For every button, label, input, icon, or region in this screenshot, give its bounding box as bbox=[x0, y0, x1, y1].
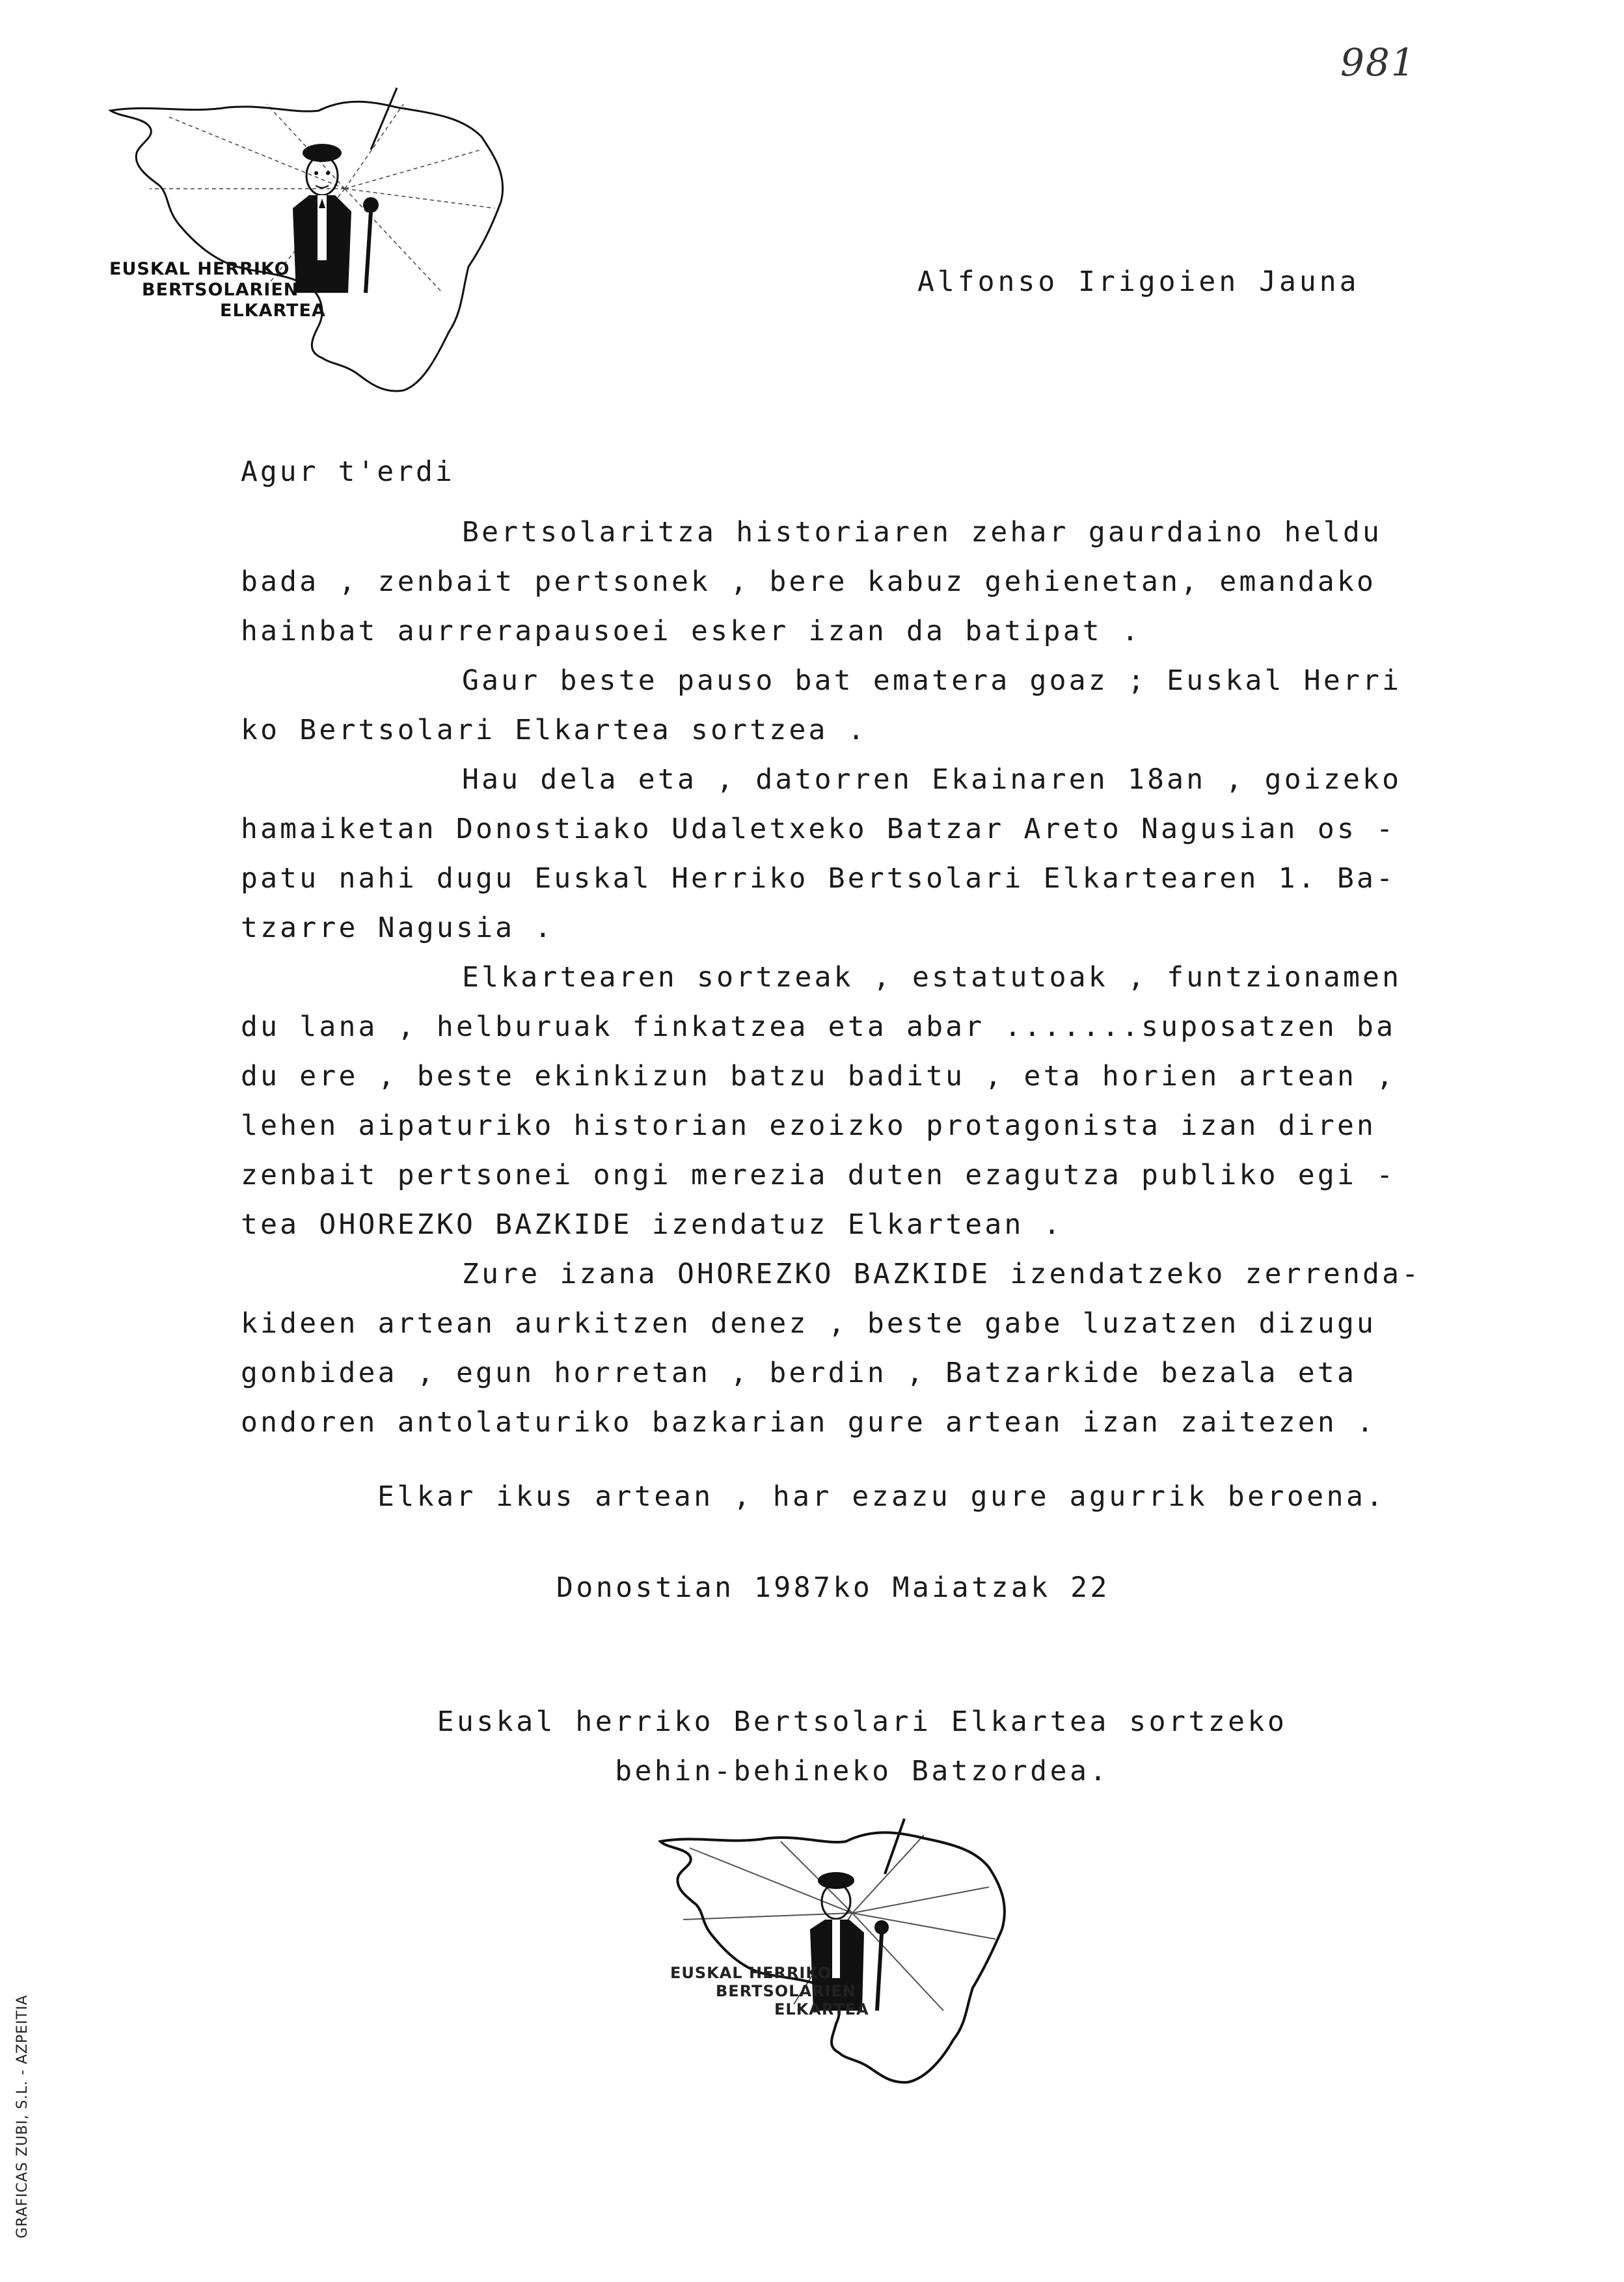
logo-line-3: ELKARTEA bbox=[220, 301, 326, 321]
stamp-map-illustration bbox=[651, 1815, 1015, 2089]
text-line: hamaiketan Donostiako Udaletxeko Batzar Areto Nagusian os - bbox=[241, 813, 1396, 845]
text-line: gonbidea , egun horretan , berdin , Batzarkide bezala eta bbox=[241, 1357, 1357, 1389]
signature-line-1: Euskal herriko Bertsolari Elkartea sortzeko bbox=[437, 1705, 1288, 1738]
text-line: Hau dela eta , datorren Ekainaren 18an , goizeko bbox=[462, 763, 1402, 796]
logo-line-2: BERTSOLARIEN bbox=[142, 280, 299, 300]
text-line: lehen aipaturiko historian ezoizko protagonista izan diren bbox=[241, 1109, 1377, 1142]
text-line: du lana , helburuak finkatzea eta abar .......suposatzen ba bbox=[241, 1011, 1396, 1043]
text-line: bada , zenbait pertsonek , bere kabuz gehienetan, emandako bbox=[241, 565, 1377, 598]
letter-body bbox=[241, 508, 1422, 1447]
text-line: ko Bertsolari Elkartea sortzea . bbox=[241, 714, 867, 746]
paragraph-3 bbox=[241, 755, 1412, 953]
text-line: hainbat aurrerapausoei esker izan da batipat . bbox=[241, 615, 1142, 647]
stamp-logo bbox=[651, 1815, 1015, 2089]
text-line: Bertsolaritza historiaren zehar gaurdaino heldu bbox=[462, 516, 1383, 549]
closing-line: Elkar ikus artean , har ezazu gure agurrik beroena. bbox=[377, 1480, 1386, 1513]
signature-line-2: behin-behineko Batzordea. bbox=[615, 1755, 1109, 1787]
stamp-logo-line-2: BERTSOLARIEN bbox=[716, 1982, 856, 2000]
logo-line-1: EUSKAL HERRIKO bbox=[109, 259, 290, 279]
archive-number: 981 bbox=[1340, 40, 1416, 85]
text-line: patu nahi dugu Euskal Herriko Bertsolari Elkartearen 1. Ba- bbox=[241, 862, 1396, 895]
text-line: ondoren antolaturiko bazkarian gure artean izan zaitezen . bbox=[241, 1406, 1377, 1439]
date-line: Donostian 1987ko Maiatzak 22 bbox=[556, 1571, 1110, 1604]
text-line: tea OHOREZKO BAZKIDE izendatuz Elkartean . bbox=[241, 1208, 1063, 1241]
text-line: tzarre Nagusia . bbox=[241, 912, 554, 944]
paragraph-2 bbox=[241, 656, 1412, 755]
stamp-logo-text bbox=[670, 1964, 869, 2018]
stamp-logo-line-3: ELKARTEA bbox=[774, 2000, 869, 2018]
text-line: Gaur beste pauso bat ematera goaz ; Euskal Herri bbox=[462, 664, 1402, 697]
text-line: Zure izana OHOREZKO BAZKIDE izendatzeko zerrenda- bbox=[462, 1258, 1422, 1290]
signature-block bbox=[390, 1697, 1334, 1796]
text-line: zenbait pertsonei ongi merezia duten ezagutza publiko egi - bbox=[241, 1159, 1396, 1191]
paragraph-1 bbox=[241, 508, 1412, 656]
salutation: Agur t'erdi bbox=[241, 455, 455, 488]
letterhead-logo bbox=[98, 78, 521, 403]
text-line: kideen artean aurkitzen denez , beste gabe luzatzen dizugu bbox=[241, 1307, 1377, 1340]
text-line: Elkartearen sortzeak , estatutoak , funtzionamen bbox=[462, 961, 1402, 994]
recipient: Alfonso Irigoien Jauna bbox=[917, 265, 1360, 298]
map-illustration bbox=[98, 78, 521, 403]
printer-mark: GRAFICAS ZUBI, S.L. - AZPEITIA bbox=[14, 1994, 31, 2238]
stamp-logo-line-1: EUSKAL HERRIKO bbox=[670, 1964, 832, 1982]
paragraph-4 bbox=[241, 953, 1412, 1249]
text-line: du ere , beste ekinkizun batzu baditu , eta horien artean , bbox=[241, 1060, 1396, 1093]
logo-text bbox=[109, 259, 326, 321]
paragraph-5 bbox=[241, 1249, 1422, 1447]
